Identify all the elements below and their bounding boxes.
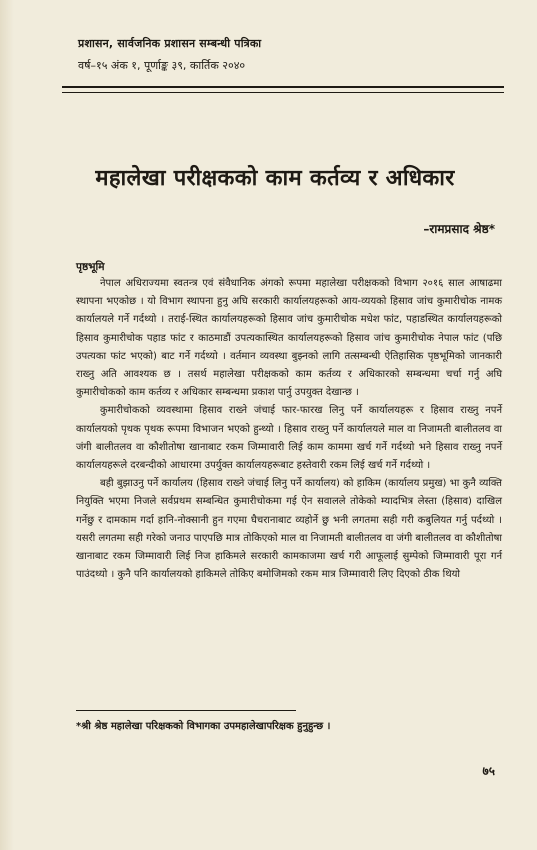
journal-header bbox=[78, 36, 498, 73]
paragraph-3: बही बुझाउनु पर्ने कार्यालय (हिसाव राख्ने जंचाई लिनु पर्ने कार्यालय) को हाकिम (कार्यालय प्रमुख) भा कुनै व्यक्ति नियुक्ति भएमा निजले सर्वप्रथम सम्बन्धित कुमारीचोकमा गई ऐन सवालले तोकेको म्यादभित्र लेस्ता (हिसाव) दाखिल गर्नेछु र दामकाम गर्दा हानि-नोक्सानी हुन गएमा घैचरानाबाट व्यहोर्ने छु भनी लगतमा सही गरी कबुलियत गर्नु पर्दथ्यो । यसरी लगतमा सही गरेको जनाउ पाएपछि मात्र तोकिएको माल वा निजामती बालीतलव वा जंगी बालीतलव वा कौशीतोषा खानाबाट रकम जिम्मावारी लिई निज हाकिमले सरकारी कामकाजमा खर्च गरी आफूलाई सुम्पेको जिम्मावारी पूरा गर्न पाउंदथ्यो । कुनै पनि कार्यालयको हाकिमले तोकिए बमोजिमको रकम मात्र जिम्मावारी लिए दिएको ठीक थियो bbox=[76, 478, 502, 581]
page-edge bbox=[0, 0, 14, 850]
article-title: महालेखा परीक्षकको काम कर्तव्य र अधिकार bbox=[95, 166, 455, 191]
paragraph-2: कुमारीचोकको व्यवस्थामा हिसाव राख्ने जंचाई फार-फारख लिनु पर्ने कार्यालयहरू र हिसाव राख्नु नपर्ने कार्यालयको पृथक पृथक रूपमा विभाजन भएको हुन्थ्यो । हिसाव राख्नु पर्ने कार्यालयले माल वा निजामती बालीतलव वा जंगी बालीतलव वा कौशीतोषा खानाबाट रकम जिम्मावारी लिई काम काममा खर्च गर्ने गर्दथ्यो भने हिसाव राख्नु नपर्ने कार्यालयहरूले दरबन्दीको आधारमा उपर्युक्त कार्यालयहरूबाट हस्तेवारी रकम लिई खर्च गर्ने गर्दथ्यो । bbox=[76, 405, 502, 472]
header-rule-thin bbox=[62, 92, 504, 93]
footnote-divider bbox=[76, 710, 296, 711]
footnote: *श्री श्रेष्ठ महालेखा परिक्षकको विभागका उपमहालेखापरिक्षक हुनुहुन्छ । bbox=[76, 721, 331, 732]
section-heading: पृष्ठभूमि bbox=[76, 261, 105, 273]
article-body bbox=[76, 275, 502, 584]
header-rule-thick bbox=[62, 86, 504, 88]
issue-info: वर्ष–१५ अंक १, पूर्णाङ्क ३९, कार्तिक २०४० bbox=[78, 59, 246, 72]
paragraph-1: नेपाल अधिराज्यमा स्वतन्त्र एवं संवैधानिक अंगको रूपमा महालेखा परीक्षकको विभाग २०१६ साल आषाढमा स्थापना भएकोछ । यो विभाग स्थापना हुनु अघि सरकारी कार्यालयहरूको आय-व्ययको हिसाव जांच कुमारीचोक नामक कार्यालयले गर्ने गर्दथ्यो । तराई-स्थित कार्यालयहरूको हिसाव जांच कुमारीचोक मधेश फांट, पहाडस्थित कार्यालयहरूको हिसाव कुमारीचोक पहाड फांट र काठमाडौं उपत्यकास्थित कार्यालयहरूको हिसाव जांच कुमारीचोक नेपाल फांट (पछि उपत्यका फांट भएको) बाट गर्ने गर्दथ्यो । वर्तमान व्यवस्था बुझ्नको लागि तत्सम्बन्धी ऐतिहासिक पृष्ठभूमिको जानकारी राख्नु अति आवश्यक छ । तसर्थ महालेखा परीक्षकको काम कर्तव्य र अधिकारको सम्बन्धमा चर्चा गर्नु अघि कुमारीचोकको काम कर्तव्य र अधिकार सम्बन्धमा प्रकाश पार्नु उपयुक्त देखान्छ । bbox=[76, 278, 502, 399]
journal-name: प्रशासन, सार्वजनिक प्रशासन सम्बन्धी पत्रिका bbox=[78, 37, 262, 50]
page-number: ७५ bbox=[482, 764, 495, 778]
article-author: –रामप्रसाद श्रेष्ठ* bbox=[423, 222, 495, 236]
